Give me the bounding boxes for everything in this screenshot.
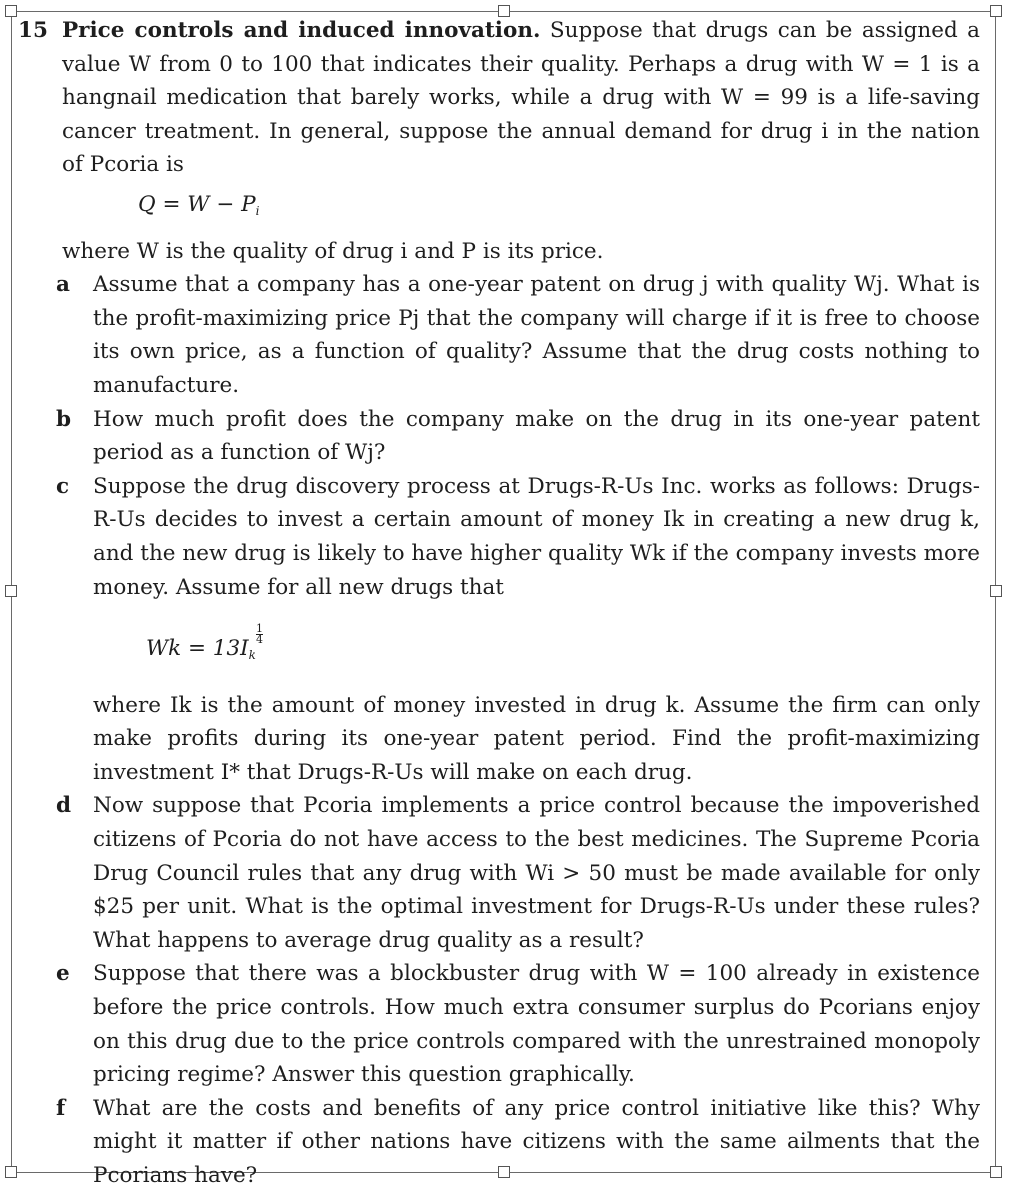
part-c-label: c [56,473,70,499]
part-a-text: Assume that a company has a one-year patent on drug j with quality Wj. What is the profit-maximizing price Pj that the company will charge if it is free to choose its own price, as a function of quality? Assume that the drug costs nothing to manufacture. [93,272,980,398]
part-f-text: What are the costs and benefits of any price control initiative like this? Why might it matter if other nations have citizens with the same ailments that the Pcorians have? [93,1095,980,1188]
exponent-denominator: 4 [255,633,263,647]
question-content [18,14,980,1193]
part-c-continued: where Ik is the amount of money invested in drug k. Assume the firm can only make profits during its one-year patent period. Find the profit-maximizing investment I* that Drugs-R-Us will make on each drug. [93,692,980,785]
part-a [18,268,980,402]
part-e-label: e [56,961,70,987]
demand-equation-text: Q = W − P [138,191,256,217]
exponent-numerator: 1 [255,622,263,636]
question-intro-text: Suppose that drugs can be assigned a value W from 0 to 100 that indicates their quality. Perhaps a drug with W = 1 is a hangnail medication that barely works, while a drug with W = 99 is a life-saving cancer treatment. In general, suppose the annual demand for drug i in the nation of Pcoria is [62,18,980,178]
demand-equation [18,182,980,235]
investment-equation [18,604,980,689]
part-d [18,789,980,957]
resize-handle-top-left[interactable] [5,5,17,17]
part-e [18,957,980,1091]
question-number: 15 [18,18,48,43]
part-e-text: Suppose that there was a blockbuster drug with W = 100 already in existence before the price controls. How much extra consumer surplus do Pcorians enjoy on this drug due to the price controls compared with the unrestrained monopoly pricing regime? Answer this question graphically. [93,961,980,1088]
part-a-label: a [56,272,70,298]
part-b-label: b [56,406,72,432]
question-title: Price controls and induced innovation. [62,18,541,43]
investment-equation-exponent [256,624,263,645]
part-b-text: How much profit does the company make on the drug in its one-year patent period as a function of Wj? [93,406,980,466]
demand-equation-subscript: i [255,203,260,218]
where-text: where W is the quality of drug i and P is its price. [62,238,604,264]
part-c [18,470,980,604]
resize-handle-middle-left[interactable] [5,585,17,597]
resize-handle-bottom-right[interactable] [990,1166,1002,1178]
question-intro [18,14,980,182]
resize-handle-top-right[interactable] [990,5,1002,17]
part-c-text: Suppose the drug discovery process at Drugs-R-Us Inc. works as follows: Drugs-R-Us decides to invest a certain amount of money Ik in creating a new drug k, and the new drug is likely to have higher quality Wk if the company invests more money. Assume for all new drugs that [93,473,980,600]
part-d-text: Now suppose that Pcoria implements a price control because the impoverished citizens of Pcoria do not have access to the best medicines. The Supreme Pcoria Drug Council rules that any drug with Wi > 50 must be made available for only $25 per unit. What is the optimal investment for Drugs-R-Us under these rules? What happens to average drug quality as a result? [93,793,980,953]
part-d-label: d [56,793,72,819]
part-f-label: f [56,1095,66,1121]
resize-handle-middle-right[interactable] [990,585,1002,597]
resize-handle-bottom-left[interactable] [5,1166,17,1178]
investment-equation-subscript: k [248,648,256,663]
part-b [18,403,980,470]
investment-equation-lhs: Wk = 13I [146,636,249,662]
part-f [18,1092,980,1193]
